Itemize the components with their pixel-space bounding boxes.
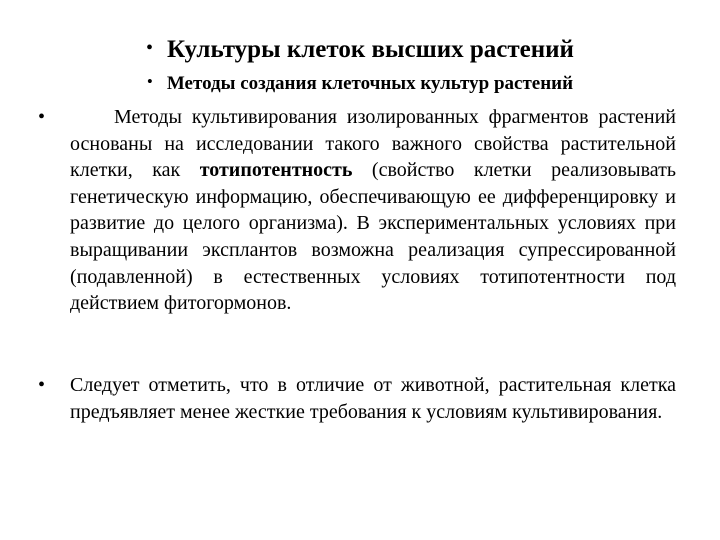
bullet-icon: •	[38, 374, 46, 396]
slide-subtitle-text: Методы создания клеточных культур растений	[166, 73, 574, 94]
paragraph-text-before: Методы культивирования изолированных фрагментов растений основаны на исследовании такого важного свойства растительной клетки, как	[70, 106, 676, 182]
bullet-icon: •	[146, 72, 153, 91]
slide-subtitle	[0, 72, 720, 95]
paragraph-text: Следует отметить, что в отличие от животной, растительная клетка предъявляет менее жесткие требования к условиям культивирования.	[70, 374, 676, 423]
paragraph-totipotency	[70, 104, 676, 317]
slide-title	[0, 36, 720, 64]
paragraph-emphasis-term: тотипотентность	[199, 159, 353, 182]
bullet-icon: •	[146, 37, 154, 59]
paragraph-text-after: (свойство клетки реализовывать генетическую информацию, обеспечивающую ее дифференцировку и развитие до целого организма). В экспериментальных условиях при выращивании эксплантов возможна реализация супрессированной (подавленной) в естественных условиях тотипотентности под действием фитогормонов.	[70, 159, 676, 315]
bullet-icon: •	[38, 106, 46, 128]
slide-title-text: Культуры клеток высших растений	[167, 36, 574, 63]
paragraph-requirements	[70, 372, 676, 425]
